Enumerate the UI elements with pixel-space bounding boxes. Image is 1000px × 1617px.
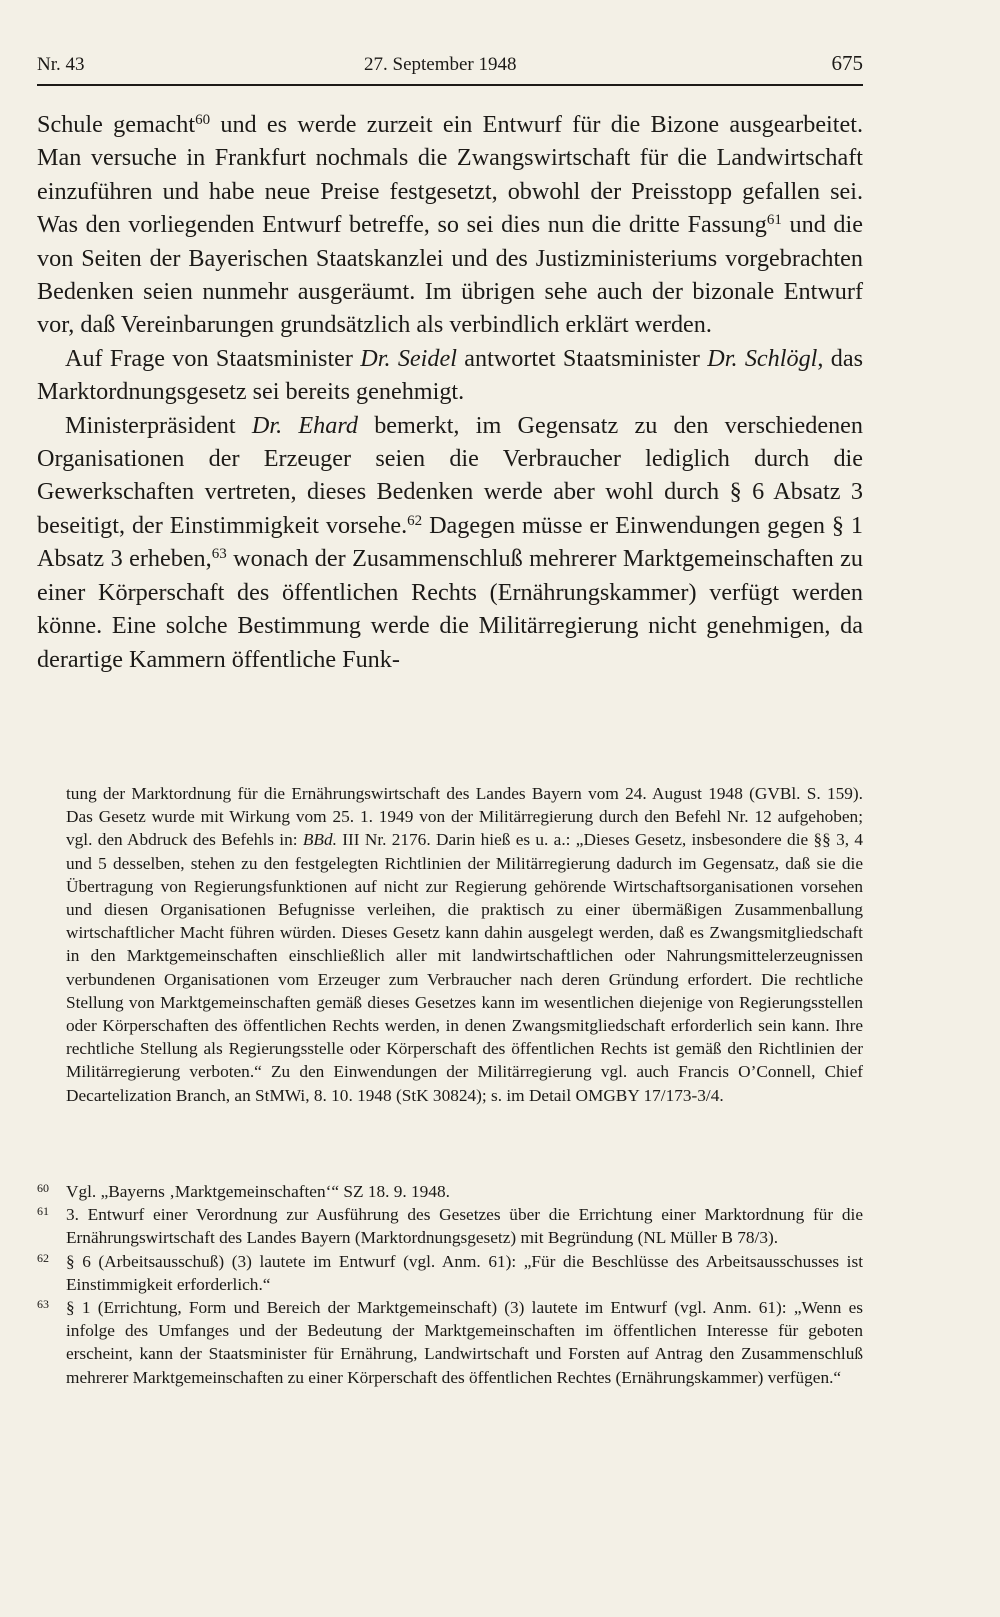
title-dr: Dr. bbox=[707, 344, 738, 372]
footnote-text: 3. Entwurf einer Verordnung zur Ausführung des Gesetzes über die Errichtung einer Marktordnung für die Ernährungswirtschaft des Landes Bayern (Marktordnungsgesetz) mit Begründung (NL Müller B 78/3). bbox=[66, 1205, 863, 1248]
footnote bbox=[37, 1203, 863, 1249]
footnote-ref-61: 61 bbox=[766, 211, 782, 228]
paragraph bbox=[37, 108, 863, 342]
issue-number: Nr. 43 bbox=[37, 54, 85, 75]
footnotes bbox=[37, 1180, 863, 1389]
text-run: tung der Marktordnung für die Ernährungswirtschaft des Landes Bayern vom 24. August 1948 (GVBl. S. 159). Das Gesetz wurde mit Wirkung vom 25. 1. 1949 von der Militärregierung durch den Befehl Nr. 12 aufgehoben; vgl. den Abdruck des Befehls in: bbox=[66, 784, 863, 850]
header-rule bbox=[37, 84, 863, 86]
text-run: antwortet Staatsminister bbox=[456, 344, 708, 372]
running-header bbox=[37, 47, 863, 81]
main-text bbox=[37, 108, 863, 676]
paragraph bbox=[37, 342, 863, 409]
text-run: , das Marktordnungsgesetz sei bereits genehmigt. bbox=[37, 344, 863, 406]
title-dr: Dr. bbox=[360, 344, 391, 372]
text-run: bemerkt, im Gegensatz zu den verschiedenen Organisationen der Erzeuger seien die Verbraucher lediglich durch die Gewerkschaften vertreten, dieses Bedenken werde aber wohl durch § 6 Absatz 3 beseitigt, der Einstimmigkeit vorsehe. bbox=[37, 411, 864, 539]
paragraph bbox=[37, 409, 863, 676]
footnote bbox=[37, 1250, 863, 1296]
footnote-number: 63 bbox=[37, 1297, 49, 1312]
footnote-continuation bbox=[66, 782, 863, 1107]
footnote-ref-60: 60 bbox=[195, 111, 211, 128]
text-run: und es werde zurzeit ein Entwurf für die Bizone ausgearbeitet. Man versuche in Frankfurt nochmals die Zwangswirtschaft für die Landwirtschaft einzuführen und habe neue Preise festgesetzt, obwohl der Preisstopp gefallen sei. Was den vorliegenden Entwurf betreffe, so sei dies nun die dritte Fassung bbox=[37, 111, 863, 239]
footnote-ref-62: 62 bbox=[407, 512, 423, 529]
person-name: Schlögl bbox=[744, 344, 818, 372]
session-date: 27. September 1948 bbox=[364, 54, 517, 75]
text-run: Schule gemacht bbox=[37, 111, 196, 138]
title-dr: Dr. bbox=[251, 411, 283, 439]
text-run: wonach der Zusammenschluß mehrerer Marktgemeinschaften zu einer Körperschaft des öffentlichen Rechts (Ernährungskammer) verfügt werden könne. Eine solche Bestimmung werde die Militärregierung nicht genehmigen, da derartige Kammern öffentliche Funk- bbox=[37, 545, 863, 673]
text-run: Ministerpräsident bbox=[65, 411, 252, 439]
page-number: 675 bbox=[831, 51, 863, 75]
footnote-number: 61 bbox=[37, 1204, 49, 1219]
text-run: und die von Seiten der Bayerischen Staatskanzlei und des Justizministeriums vorgebrachten Bedenken seien nunmehr ausgeräumt. Im übrigen sehe auch der bizonale Entwurf vor, daß Vereinbarungen grundsätzlich als verbindlich erklärt werden. bbox=[37, 211, 863, 339]
footnote bbox=[37, 1296, 863, 1389]
text-run: Auf Frage von Staatsminister bbox=[65, 344, 361, 372]
footnote-number: 60 bbox=[37, 1181, 49, 1195]
footnote-text: § 1 (Errichtung, Form und Bereich der Marktgemeinschaft) (3) lautete im Entwurf (vgl. Anm. 61): „Wenn es infolge des Umfanges und der Bedeutung der Marktgemeinschaften im öffentlichen Interesse für geboten erscheint, kann der Staatsminister für Ernährung, Landwirtschaft und Forsten auf Antrag den Zusammenschluß mehrerer Marktgemeinschaften zu einer Körperschaft des öffentlichen Rechtes (Ernährungskammer) verfügen.“ bbox=[66, 1298, 863, 1387]
person-name: Ehard bbox=[298, 411, 358, 439]
footnote-text: Vgl. „Bayerns ‚Marktgemeinschaften‘“ SZ 18. 9. 1948. bbox=[66, 1182, 450, 1201]
footnote-text: § 6 (Arbeitsausschuß) (3) lautete im Entwurf (vgl. Anm. 61): „Für die Beschlüsse des Arbeitsausschusses ist Einstimmigkeit erforderlich.“ bbox=[66, 1251, 863, 1294]
person-name: Seidel bbox=[397, 344, 457, 372]
text-run: III Nr. 2176. Darin hieß es u. a.: „Dieses Gesetz, insbesondere die §§ 3, 4 und 5 desselben, stehen zu den festgelegten Richtlinien der Militärregierung dadurch im Gegensatz, daß sie die Übertragung von Regierungsfunktionen auf nicht zur Regierung gehörende Wirtschaftsorganisationen vorsehen und diesen Organisationen Befugnisse verleihen, die praktisch zu einer übermäßigen Zusammenballung wirtschaftlicher Macht führen würden. Dieses Gesetz kann dahin ausgelegt werden, daß es Zwangsmitgliedschaft in den Marktgemeinschaften einschließlich aller mit landwirtschaftlichen oder Nahrungsmittelerzeugnissen verbundenen Organisationen vom Erzeuger zum Verbraucher nach deren Gründung erfordert. Die rechtliche Stellung von Marktgemeinschaften gemäß dieses Gesetzes kann im wesentlichen diejenige von Regierungsstellen oder Körperschaften des öffentlichen Rechts werden, in denen Zwangsmitgliedschaft erforderlich sein kann. Ihre rechtliche Stellung als Regierungsstelle oder Körperschaft des öffentlichen Rechts ist gemäß den Richtlinien der Militärregierung verboten.“ Zu den Einwendungen der Militärregierung vgl. auch Francis O’Connell, Chief Decartelization Branch, an StMWi, 8. 10. 1948 (StK 30824); s. im Detail OMGBY 17/173-3/4. bbox=[66, 830, 863, 1105]
source-abbrev: BBd. bbox=[302, 830, 337, 850]
text-run: Dagegen müsse er Einwendungen gegen § 1 Absatz 3 erheben, bbox=[37, 511, 863, 573]
footnote-ref-63: 63 bbox=[211, 546, 227, 563]
footnote-number: 62 bbox=[37, 1250, 49, 1265]
footnote bbox=[37, 1180, 863, 1203]
